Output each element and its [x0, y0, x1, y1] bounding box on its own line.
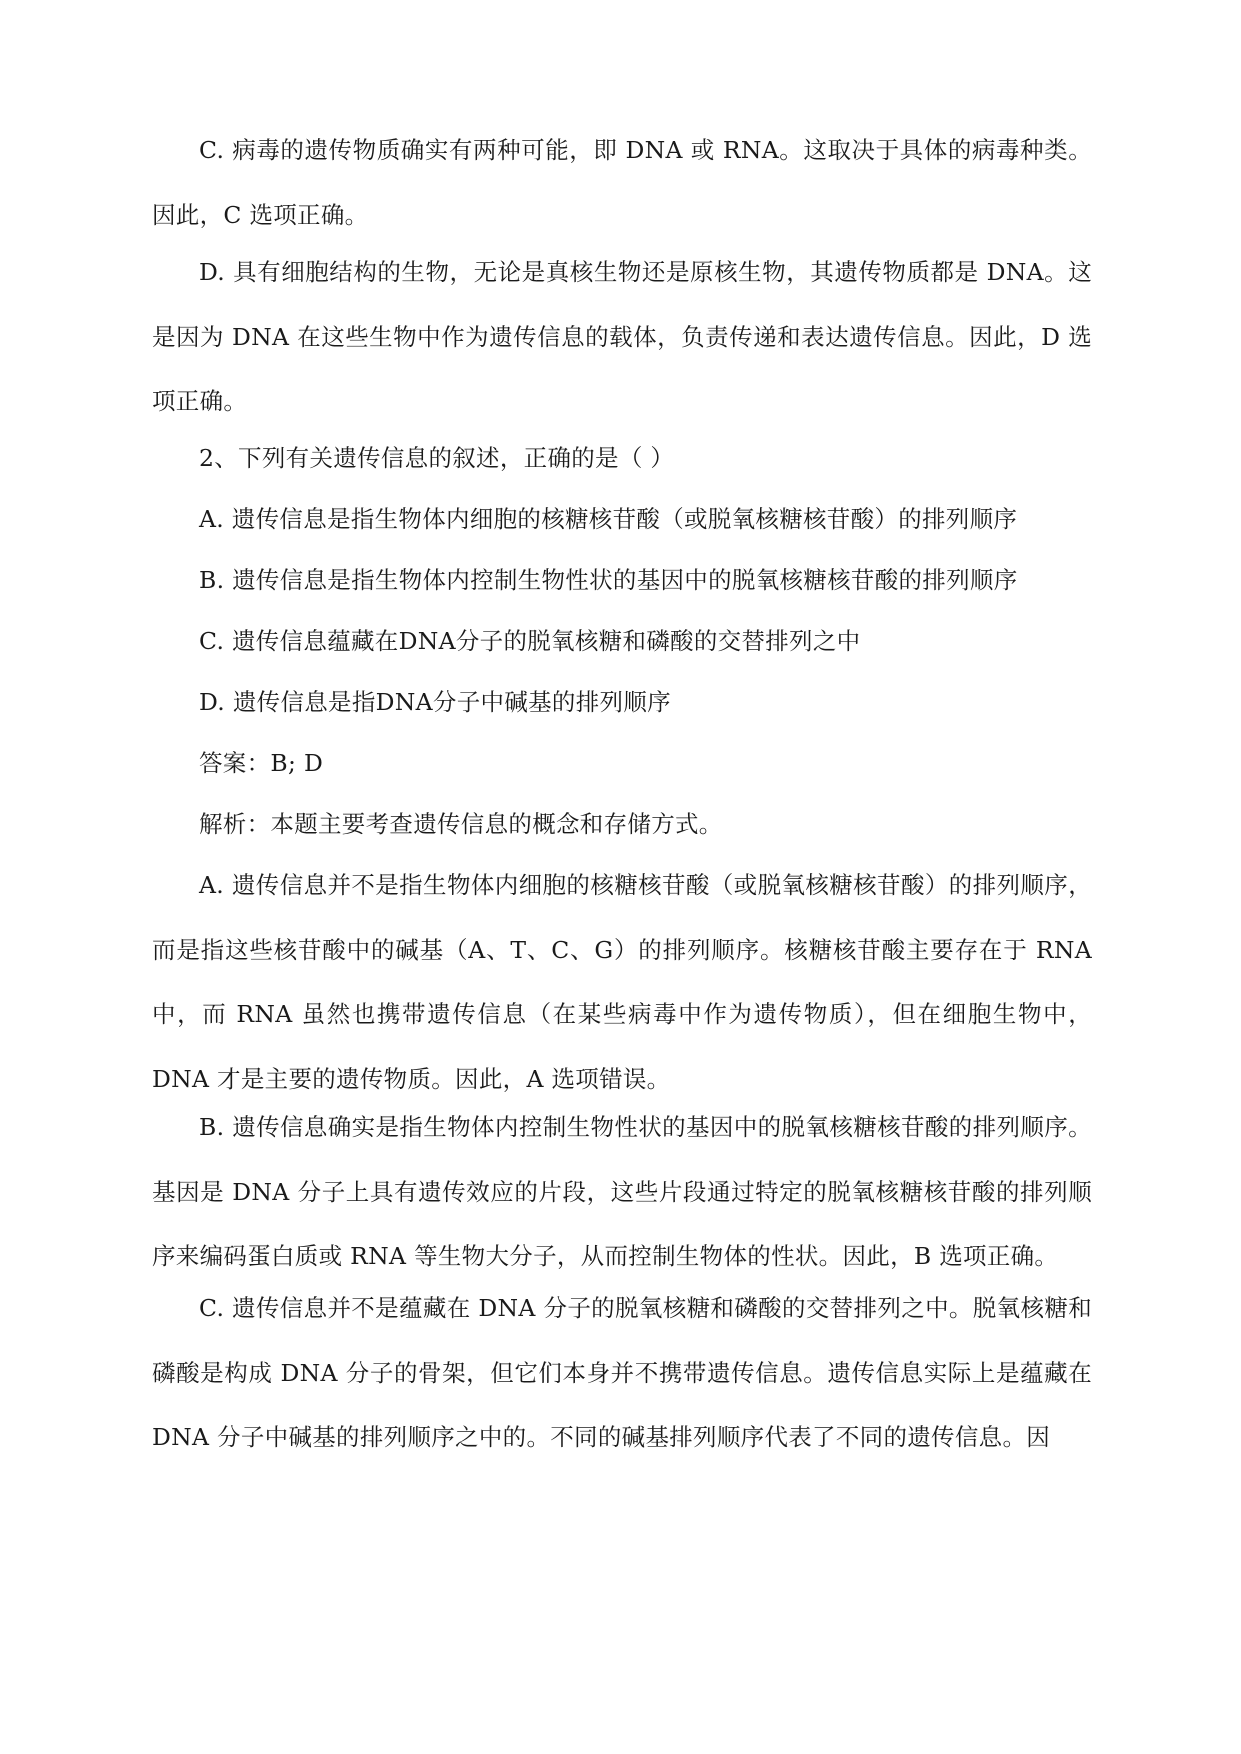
analysis-option-b: B. 遗传信息确实是指生物体内控制生物性状的基因中的脱氧核糖核苷酸的排列顺序。基因是 DNA 分子上具有遗传效应的片段，这些片段通过特定的脱氧核糖核苷酸的排列顺序来编码蛋白质或 RNA 等生物大分子，从而控制生物体的性状。因此，B 选项正确。 — [152, 1113, 1092, 1270]
question-2-stem: 2、下列有关遗传信息的叙述，正确的是（ ） — [199, 444, 675, 472]
question-2-option-c: C. 遗传信息蕴藏在DNA分子的脱氧核糖和磷酸的交替排列之中 — [199, 627, 861, 655]
paragraph-d-cellular-organisms: D. 具有细胞结构的生物，无论是真核生物还是原核生物，其遗传物质都是 DNA。这是因为 DNA 在这些生物中作为遗传信息的载体，负责传递和表达遗传信息。因此，D 选项正确。 — [152, 258, 1092, 415]
question-2-option-b: B. 遗传信息是指生物体内控制生物性状的基因中的脱氧核糖核苷酸的排列顺序 — [199, 566, 1018, 594]
question-2-option-d: D. 遗传信息是指DNA分子中碱基的排列顺序 — [199, 688, 671, 716]
question-2-option-a: A. 遗传信息是指生物体内细胞的核糖核苷酸（或脱氧核糖核苷酸）的排列顺序 — [199, 505, 1018, 533]
analysis-intro: 解析：本题主要考查遗传信息的概念和存储方式。 — [199, 810, 723, 838]
analysis-option-a: A. 遗传信息并不是指生物体内细胞的核糖核苷酸（或脱氧核糖核苷酸）的排列顺序，而是指这些核苷酸中的碱基（A、T、C、G）的排列顺序。核糖核苷酸主要存在于 RNA 中，而 RNA 虽然也携带遗传信息（在某些病毒中作为遗传物质），但在细胞生物中，DNA 才是主要的遗传物质。因此，A 选项错误。 — [152, 871, 1092, 1093]
answer-line: 答案：B; D — [199, 749, 324, 777]
paragraph-c-virus-genetic-material: C. 病毒的遗传物质确实有两种可能，即 DNA 或 RNA。这取决于具体的病毒种类。因此，C 选项正确。 — [152, 136, 1092, 229]
analysis-option-c: C. 遗传信息并不是蕴藏在 DNA 分子的脱氧核糖和磷酸的交替排列之中。脱氧核糖和磷酸是构成 DNA 分子的骨架，但它们本身并不携带遗传信息。遗传信息实际上是蕴藏在 DNA 分子中碱基的排列顺序之中的。不同的碱基排列顺序代表了不同的遗传信息。因 — [152, 1294, 1092, 1451]
